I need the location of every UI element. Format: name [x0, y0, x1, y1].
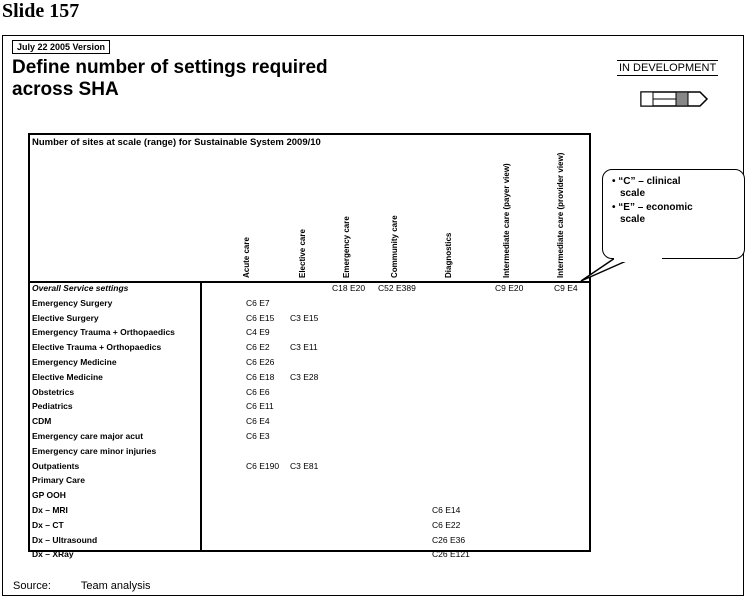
table-cell: C6 E3: [246, 431, 270, 441]
table-cell: C9 E4: [554, 283, 578, 293]
table-cell: C6 E4: [246, 416, 270, 427]
label-column-divider: [200, 281, 202, 550]
callout-line-3: • “E” – economic: [612, 202, 693, 213]
table-cell: C6 E26: [246, 357, 275, 367]
row-label: Elective Trauma + Orthopaedics: [32, 342, 162, 353]
row-label: Emergency Trauma + Orthopaedics: [32, 327, 175, 338]
table-cell: C4 E9: [246, 327, 270, 338]
row-label: Pediatrics: [32, 401, 73, 412]
column-header: Emergency care: [342, 216, 351, 278]
row-label: Emergency care minor injuries: [32, 445, 157, 456]
table-cell: C18 E20: [332, 283, 366, 293]
column-header: Community care: [390, 215, 399, 278]
row-label: Dx – MRI: [32, 505, 68, 515]
row-label: Overall Service settings: [32, 283, 129, 293]
callout-line-2: scale: [620, 188, 646, 199]
callout-line-1: • “C” – clinical: [612, 176, 681, 187]
source-note: [13, 580, 151, 592]
table-cell: C3 E15: [290, 312, 319, 323]
title-line-1: Define number of settings required: [12, 57, 328, 78]
table-title: Number of sites at scale (range) for Sustainable System 2009/10: [32, 137, 321, 148]
row-label: Obstetrics: [32, 386, 75, 397]
row-label: CDM: [32, 416, 52, 427]
table-cell: C6 E11: [246, 401, 274, 412]
callout-line-4: scale: [620, 214, 646, 225]
row-label: Elective Surgery: [32, 312, 99, 323]
row-label: Emergency Surgery: [32, 297, 113, 308]
table-cell: C6 E2: [246, 342, 270, 353]
row-label: Primary Care: [32, 475, 85, 486]
version-badge: July 22 2005 Version: [12, 40, 110, 54]
table-cell: C52 E389: [378, 283, 416, 293]
row-label: Dx – CT: [32, 519, 64, 530]
table-cell: C6 E15: [246, 312, 275, 323]
progress-arrow-icon: [640, 89, 710, 109]
column-header: Elective care: [298, 229, 307, 278]
row-label: Dx – Ultrasound: [32, 534, 98, 545]
table-cell: C6 E7: [246, 297, 270, 308]
row-label: Emergency care major acut: [32, 431, 144, 441]
table-cell: C6 E22: [432, 519, 461, 530]
callout-joint: [614, 256, 662, 262]
column-header: Intermediate care (provider view): [556, 152, 565, 278]
slide-label: Slide 157: [2, 0, 80, 22]
table-cell: C26 E36: [432, 534, 466, 545]
row-label: GP OOH: [32, 490, 66, 501]
column-header: Intermediate care (payer view): [502, 163, 511, 278]
table-cell: C6 E6: [246, 386, 270, 397]
table-cell: C3 E11: [290, 342, 318, 353]
table-cell: C9 E20: [495, 283, 524, 293]
source-label: Source:: [13, 580, 51, 592]
table-cell: C6 E18: [246, 371, 275, 382]
table-cell: C6 E190: [246, 460, 280, 471]
column-header: Diagnostics: [444, 232, 453, 278]
title-line-2: across SHA: [12, 79, 119, 100]
row-label: Elective Medicine: [32, 371, 103, 382]
slide-title: [12, 57, 432, 101]
table-cell: C3 E28: [290, 371, 319, 382]
table-cell: C6 E14: [432, 505, 461, 515]
table-cell: C26 E121: [432, 549, 470, 560]
source-value: Team analysis: [80, 580, 151, 592]
row-label: Emergency Medicine: [32, 357, 117, 367]
row-label: Outpatients: [32, 460, 80, 471]
status-badge: IN DEVELOPMENT: [619, 62, 717, 74]
column-header: Acute care: [242, 237, 251, 278]
table-cell: C3 E81: [290, 460, 319, 471]
row-label: Dx – XRay: [32, 549, 74, 560]
